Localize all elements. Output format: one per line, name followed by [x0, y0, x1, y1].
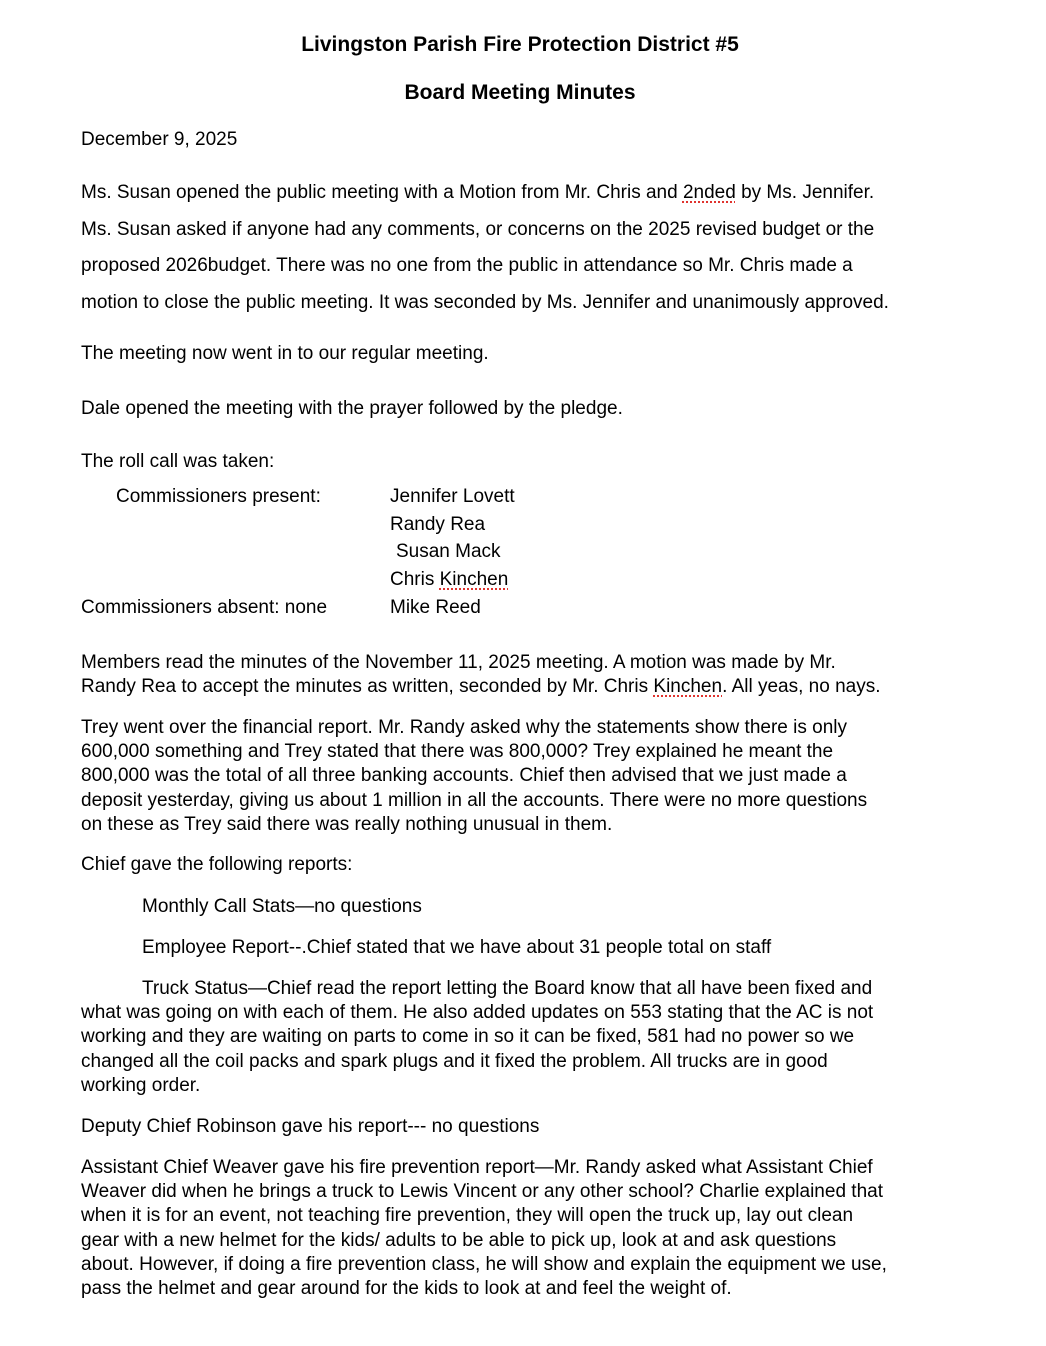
spellcheck-word: 2nded	[682, 182, 736, 203]
truck-status-line: working order.	[81, 1074, 201, 1096]
roll-call-intro: The roll call was taken:	[81, 451, 275, 472]
financial-line: on these as Trey said there was really nothing unusual in them.	[81, 813, 613, 835]
public-meeting-line-4: motion to close the public meeting. It was seconded by Ms. Jennifer and unanimously approved.	[81, 291, 889, 313]
employee-report: Employee Report--.Chief stated that we have about 31 people total on staff	[142, 937, 772, 958]
financial-line: Trey went over the financial report. Mr. Randy asked why the statements show there is only	[81, 717, 847, 738]
assistant-chief-line: when it is for an event, not teaching fire prevention, they will open the truck up, lay out clean	[81, 1205, 854, 1227]
assistant-chief-line: gear with a new helmet for the kids/ adults to be able to pick up, look at and ask questions	[81, 1229, 837, 1251]
assistant-chief-line: Assistant Chief Weaver gave his fire prevention report—Mr. Randy asked what Assistant Chief	[81, 1157, 873, 1178]
truck-status-line: working and they are waiting on parts to come in so it can be fixed, 581 had no power so we	[81, 1026, 855, 1048]
commissioners-present-label: Commissioners present:	[116, 486, 321, 507]
public-meeting-line-2: Ms. Susan asked if anyone had any comments, or concerns on the 2025 revised budget or the	[81, 218, 875, 240]
minutes-paragraph	[81, 651, 880, 699]
assistant-chief-line: Weaver did when he brings a truck to Lewis Vincent or any other school? Charlie explained that	[81, 1181, 883, 1203]
public-meeting-line-3: proposed 2026budget. There was no one from the public in attendance so Mr. Chris made a	[81, 255, 853, 276]
public-meeting-line-1: Ms. Susan opened the public meeting with a Motion from Mr. Chris and 2nded by Ms. Jennifer.	[81, 182, 875, 203]
financial-line: 600,000 something and Trey stated that there was 800,000? Trey explained he meant the	[81, 741, 834, 763]
financial-report-paragraph	[81, 716, 867, 837]
document-title: Livingston Parish Fire Protection District #5	[301, 33, 739, 56]
financial-line: deposit yesterday, giving us about 1 million in all the accounts. There were no more questions	[81, 789, 868, 811]
commissioner-name: Mike Reed	[390, 597, 481, 618]
call-stats-report: Monthly Call Stats—no questions	[142, 896, 422, 917]
deputy-chief-report: Deputy Chief Robinson gave his report--- no questions	[81, 1116, 540, 1137]
document-subtitle: Board Meeting Minutes	[404, 81, 636, 104]
commissioner-name: Susan Mack	[396, 541, 501, 562]
spellcheck-word: Kinchen	[653, 676, 723, 698]
assistant-chief-paragraph	[81, 1156, 887, 1301]
truck-status-paragraph	[81, 977, 873, 1098]
chief-reports-intro: Chief gave the following reports:	[81, 854, 353, 875]
minutes-line-2: Randy Rea to accept the minutes as written, seconded by Mr. Chris Kinchen. All yeas, no nays.	[81, 676, 881, 698]
minutes-line-1: Members read the minutes of the November 11, 2025 meeting. A motion was made by Mr.	[81, 652, 836, 673]
truck-status-line: what was going on with each of them. He also added updates on 553 stating that the AC is not	[81, 1002, 874, 1024]
meeting-date: December 9, 2025	[81, 129, 238, 150]
spellcheck-word: Kinchen	[439, 569, 509, 590]
financial-line: 800,000 was the total of all three banking accounts. Chief then advised that we just made a	[81, 765, 847, 787]
prayer-text: Dale opened the meeting with the prayer followed by the pledge.	[81, 398, 623, 419]
commissioners-absent-label: Commissioners absent: none	[81, 597, 328, 618]
public-meeting-paragraph	[81, 175, 889, 321]
commissioner-name: Jennifer Lovett	[390, 486, 515, 507]
truck-status-line: changed all the coil packs and spark plugs and it fixed the problem. All trucks are in good	[81, 1050, 828, 1072]
regular-meeting-text: The meeting now went in to our regular meeting.	[81, 343, 489, 364]
assistant-chief-line: about. However, if doing a fire prevention class, he will show and explain the equipment we use,	[81, 1253, 887, 1275]
commissioner-name: Randy Rea	[390, 514, 486, 535]
assistant-chief-line: pass the helmet and gear around for the kids to look at and feel the weight of.	[81, 1278, 732, 1300]
truck-status-line: Truck Status—Chief read the report letting the Board know that all have been fixed and	[142, 978, 873, 999]
commissioner-name: Chris Kinchen	[390, 569, 509, 590]
